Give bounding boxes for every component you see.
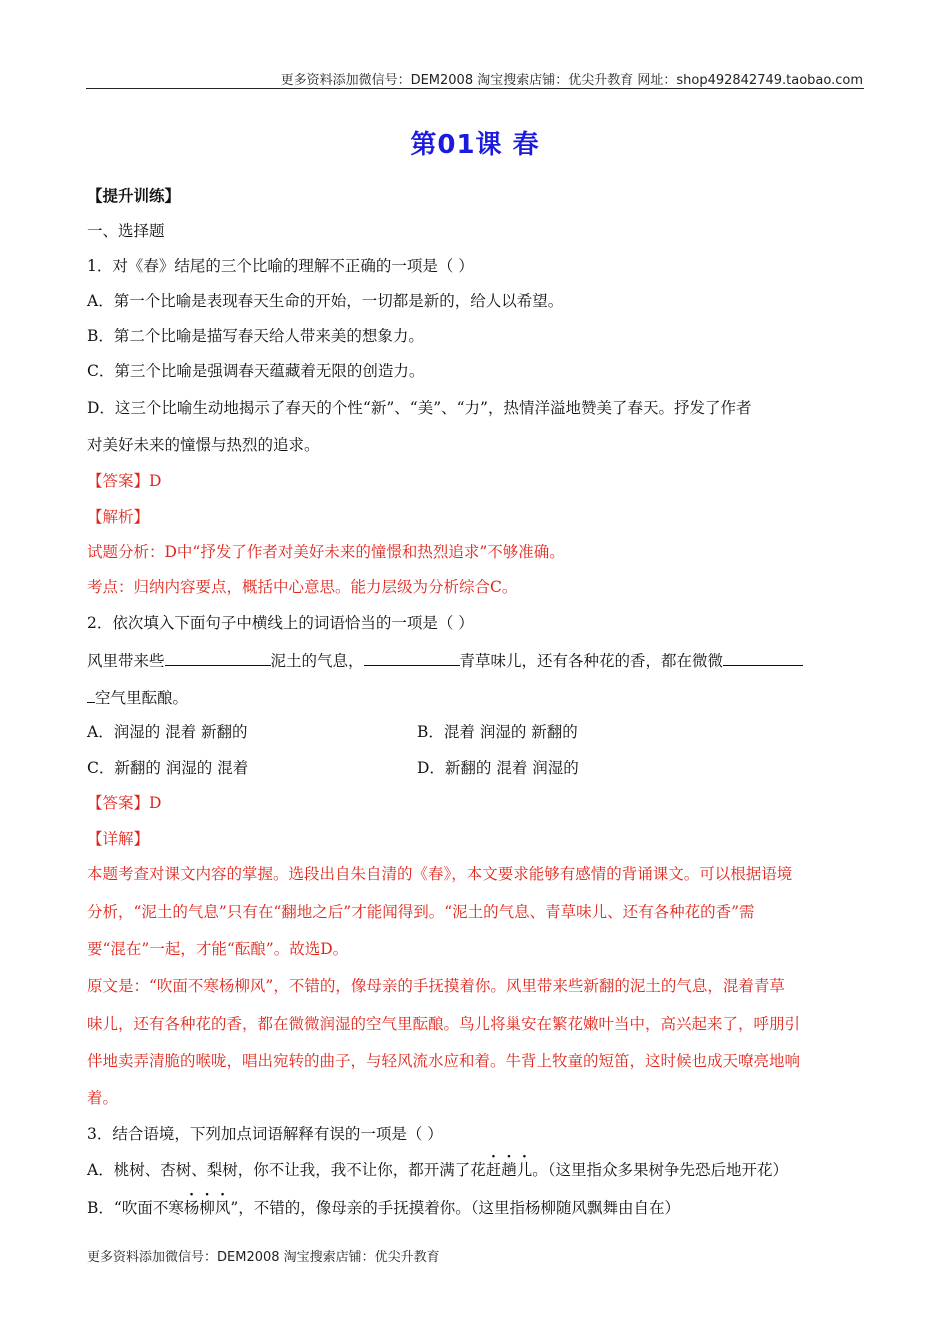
q2-blank-1: [165, 649, 271, 666]
q2-blank-3-tail: [87, 686, 95, 703]
q1-option-d-line2: 对美好未来的憧憬与热烈的追求。: [87, 436, 320, 454]
q2-detail-label: 【详解】: [87, 830, 150, 848]
q2-original-line2: 味儿，还有各种花的香，都在微微润湿的空气里酝酿。鸟儿将巢安在繁花嫩叶当中，高兴起来了，呼朋引: [87, 1015, 801, 1033]
q3-a-suffix: 。（这里指众多果树争先恐后地开花）: [532, 1161, 789, 1179]
q1-stem: 1．对《春》结尾的三个比喻的理解不正确的一项是（ ）: [87, 257, 474, 275]
q1-answer: 【答案】D: [87, 472, 162, 490]
q1-option-b: B．第二个比喻是描写春天给人带来美的想象力。: [87, 327, 424, 345]
q3-a-dotted-char-3: 儿: [516, 1161, 533, 1179]
page-header: 更多资料添加微信号：DEM2008 淘宝搜索店铺：优尖升教育 网址：shop492842749.taobao.com: [280, 73, 863, 88]
q2-sentence: [87, 649, 859, 671]
q2-detail-line1: 本题考查对课文内容的掌握。选段出自朱自清的《春》，本文要求能够有感情的背诵课文。可以根据语境: [87, 865, 793, 883]
q2-option-a: A．润湿的 混着 新翻的: [87, 723, 248, 741]
part-heading: 一、选择题: [87, 222, 165, 240]
q2-stem: 2．依次填入下面句子中横线上的词语恰当的一项是（ ）: [87, 614, 474, 632]
page-title: 第01课 春: [410, 130, 540, 160]
q3-a-dotted-char-2: 趟: [501, 1161, 517, 1179]
q1-option-a: A．第一个比喻是表现春天生命的开始，一切都是新的，给人以希望。: [87, 292, 564, 310]
q2-option-c: C．新翻的 润湿的 混着: [87, 759, 249, 777]
q2-sentence-part3: 青草味儿，还有各种花的香，都在微微: [459, 652, 724, 670]
q3-a-prefix: A．桃树、杏树、梨树，你不让我，我不让你，都开满了花: [87, 1161, 486, 1179]
q2-original-line4: 着。: [87, 1089, 119, 1107]
q1-analysis-text: 试题分析：D中“抒发了作者对美好未来的憧憬和热烈追求”不够准确。: [87, 543, 565, 561]
q2-option-b: B．混着 润湿的 新翻的: [417, 723, 578, 741]
header-divider: [86, 88, 864, 89]
q3-a-dotted-char-1: 赶: [485, 1161, 502, 1179]
q3-b-dotted-char-3: 风: [214, 1199, 231, 1217]
q3-option-a: [87, 1160, 859, 1180]
page-footer: 更多资料添加微信号：DEM2008 淘宝搜索店铺：优尖升教育: [87, 1250, 440, 1265]
q2-original-line3: 伴地卖弄清脆的喉咙，唱出宛转的曲子，与轻风流水应和着。牛背上牧童的短笛，这时候也成天嘹亮地响: [87, 1052, 801, 1070]
q2-detail-line2: 分析，“泥土的气息”只有在“翻地之后”才能闻得到。“泥土的气息、青草味儿、还有各种花的香”需: [87, 903, 755, 921]
section-heading: 【提升训练】: [87, 186, 181, 205]
q2-sentence-part4: 空气里酝酿。: [95, 689, 189, 707]
q2-original-line1: 原文是：“吹面不寒杨柳风”，不错的，像母亲的手抚摸着你。风里带来些新翻的泥土的气息，混着青草: [87, 977, 785, 995]
q2-option-d: D．新翻的 混着 润湿的: [417, 759, 579, 777]
q3-b-dotted-char-1: 杨: [183, 1199, 200, 1217]
q3-option-b: [87, 1198, 859, 1218]
q1-option-d-line1: D．这三个比喻生动地揭示了春天的个性“新”、“美”、“力”，热情洋溢地赞美了春天。抒发了作者: [87, 399, 752, 417]
q3-b-dotted-char-2: 柳: [199, 1199, 215, 1217]
q1-key-point: 考点：归纳内容要点，概括中心意思。能力层级为分析综合C。: [87, 578, 518, 596]
q2-blank-2: [364, 649, 460, 666]
q3-stem: 3．结合语境，下列加点词语解释有误的一项是（ ）: [87, 1125, 443, 1143]
q2-sentence-cont: [87, 686, 859, 708]
q2-detail-line3: 要“混在”一起，才能“酝酿”。故选D。: [87, 940, 349, 958]
q2-sentence-part1: 风里带来些: [87, 652, 165, 670]
q2-sentence-part2: 泥土的气息，: [270, 652, 364, 670]
q2-answer: 【答案】D: [87, 794, 162, 812]
q1-analysis-label: 【解析】: [87, 508, 150, 526]
q3-b-suffix: ”，不错的，像母亲的手抚摸着你。（这里指杨柳随风飘舞由自在）: [230, 1199, 681, 1217]
q2-blank-3: [723, 649, 803, 666]
q3-b-prefix: B．“吹面不寒: [87, 1199, 184, 1217]
q1-option-c: C．第三个比喻是强调春天蕴藏着无限的创造力。: [87, 362, 425, 380]
